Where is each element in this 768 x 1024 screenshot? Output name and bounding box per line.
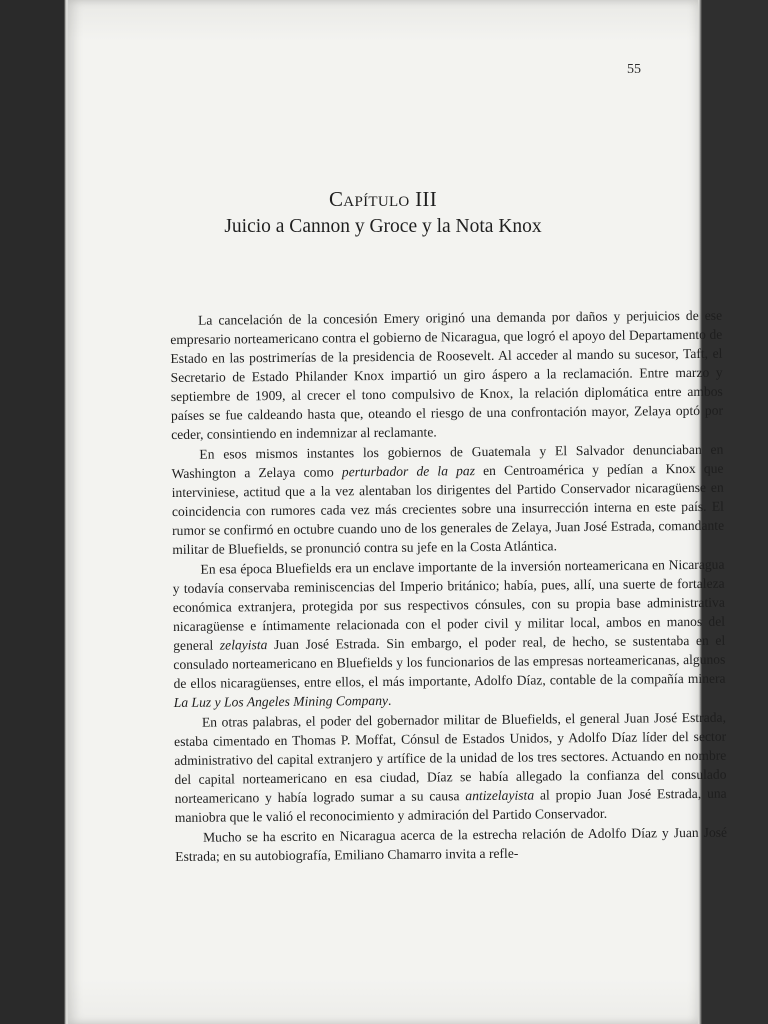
chapter-title: Juicio a Cannon y Groce y la Nota Knox [224,216,542,237]
paragraph [171,440,724,559]
text-run: Mucho se ha escrito en Nicaragua acerca de la estrecha relación de Adolfo Díaz y Juan José Estrada; en su autobiografía, Emiliano Chamarro invita a refle- [175,824,728,864]
paragraph [174,708,727,827]
book-page [68,0,728,1024]
text-run: La cancelación de la concesión Emery originó una demanda por daños y perjuicios de ese empresario norteamericano contra el gobierno de Nicaragua, que logró el apoyo del Departamento de Estado en las postrimerías de la presidencia de Roosevelt. Al acceder al mando su sucesor, Taft, el Secretario de Estado Philander Knox impartió un giro áspero a la reclamación. Entre marzo y septiembre de 1909, al crecer el tono compulsivo de Knox, la relación diplomática entre ambos países se fue caldeando hasta que, oteando el riesgo de una confrontación mayor, Zelaya optó por ceder, consintiendo en indemnizar al reclamante. [170,307,724,442]
text-run: . [387,692,392,708]
italic-phrase: zelayista [219,637,268,653]
text-run: al propio Juan José Estrada, una maniobra que le valió el reconocimiento y admiración del Partido Conservador. [174,785,727,825]
text-run: Juan José Estrada. Sin embargo, el poder real, de hecho, se sustentaba en el consulado norteamericano en Bluefields y los funcionarios de las empresas norteamericanas, algunos de ellos nicaragüenses, entre ellos, el más importante, Adolfo Díaz, contable de la compañía minera [173,632,726,691]
paragraph [175,823,727,866]
paragraph [170,306,723,444]
chapter-label: Capítulo III [329,187,437,211]
text-run: En esos mismos instantes los gobiernos de Guatemala y El Salvador denunciaban en Washington a Zelaya como [171,441,724,481]
italic-phrase: perturbador de la paz [341,463,476,480]
paragraph [172,555,725,712]
body-text [170,306,727,866]
italic-phrase: La Luz y Los Angeles Mining Company [173,692,389,710]
chapter-heading [68,186,698,240]
text-run: en Centroamérica y pedían a Knox que interviniese, actitud que a la vez alentaban los dirigentes del Partido Conservador nicaragüense en coincidencia con rumores cada vez más crecientes sobre una insurrección interna en este país. El rumor se confirmó en octubre cuando uno de los generales de Zelaya, Juan José Estrada, comandante militar de Bluefields, se pronunció contra su jefe en la Costa Atlántica. [171,460,725,557]
text-run: En otras palabras, el poder del gobernador militar de Bluefields, el general Juan José Estrada, estaba cimentado en Thomas P. Moffat, Cónsul de Estados Unidos, y Adolfo Díaz líder del sector administrativo del capital extranjero y artífice de la unidad de los tres sectores. Actuando en nombre del capital norteamericano en esa ciudad, Díaz se había allegado la confianza del consulado norteamericano y había logrado sumar a su causa [174,709,727,806]
text-run: En esa época Bluefields era un enclave importante de la inversión norteamericana en Nicaragua y todavía conservaba reminiscencias del Imperio británico; había, pues, allí, una suerte de fortaleza económica extranjera, protegida por sus respectivos cónsules, con su propia base administrativa nicaragüense e íntimamente relacionada con el poder civil y militar local, ambos en manos del general [172,556,726,653]
italic-phrase: antizelayista [465,787,535,804]
page-number: 55 [627,62,641,77]
